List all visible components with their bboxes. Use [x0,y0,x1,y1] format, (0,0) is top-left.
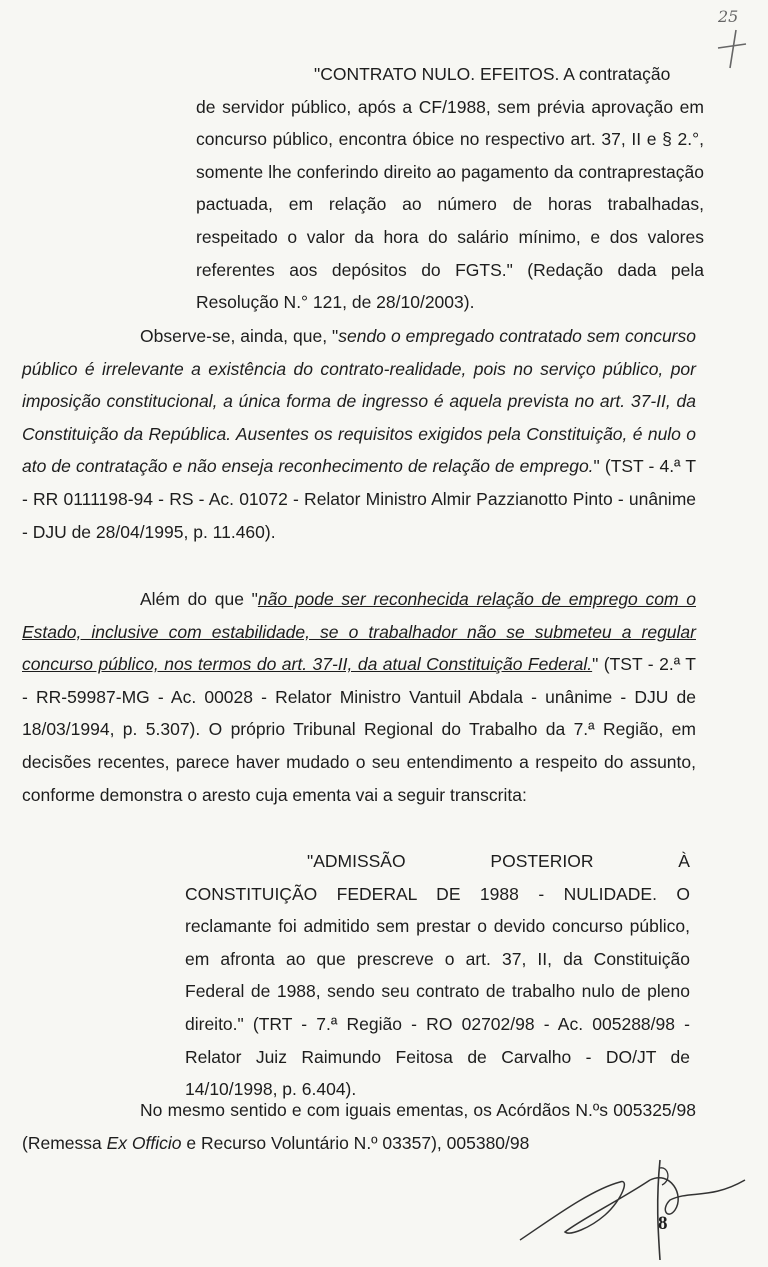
para2-reference: " (TST - 2.ª T - RR-59987-MG - Ac. 00028 - Relator Ministro Vantuil Abdala - unânime - DJU de 18/03/1994, p. 5.307). O próprio Tribunal Regional do Trabalho da 7.ª Região, em decisões recentes, parece haver mudado o seu entendimento a respeito do assunto, conforme demonstra o aresto cuja ementa vai a seguir transcrita: [22,654,696,805]
paragraph-observe [22,320,696,548]
quoted-ementa-1 [196,58,704,319]
quote2-body: CONSTITUIÇÃO FEDERAL DE 1988 - NULIDADE. O reclamante foi admitido sem prestar o devido concurso público, em afronta ao que prescreve o art. 37, II, da Constituição Federal de 1988, sendo seu contrato de trabalho nulo de pleno direito." (TRT - 7.ª Região - RO 02702/98 - Ac. 005288/98 - Relator Juiz Raimundo Feitosa de Carvalho - DO/JT de 14/10/1998, p. 6.404). [185,883,690,1100]
para1-citation-italic: sendo o empregado contratado sem concurso público é irrelevante a existência do contrato-realidade, pois no serviço público, por imposição constitucional, a única forma de ingresso é aquela prevista no art. 37-II, da Constituição da República. Ausentes os requisitos exigidos pela Constituição, é nulo o ato de contratação e não enseja reconhecimento de relação de emprego. [22,326,696,477]
quoted-ementa-2 [185,845,690,1106]
page-number: 8 [658,1213,668,1234]
para3-italic: Ex Officio [106,1132,182,1153]
quote2-word-2: POSTERIOR [490,851,594,871]
quote2-first-line [185,845,690,878]
paragraph-alem [22,583,696,811]
corner-mark-number: 25 [718,7,739,26]
quote1-first-line: "CONTRATO NULO. EFEITOS. A contratação [314,64,671,84]
para3-lead: No mesmo sentido e com iguais ementas, os Acórdãos N.ºs 005325/98 (Remessa [22,1100,696,1153]
quote2-word-1: "ADMISSÃO [307,851,406,871]
para1-lead: Observe-se, ainda, que, " [140,326,339,346]
handwritten-page-mark [696,2,756,82]
para3-tail: e Recurso Voluntário N.º 03357), 005380/98 [181,1132,530,1153]
para1-reference: " (TST - 4.ª T - RR 0111198-94 - RS - Ac. 01072 - Relator Ministro Almir Pazzianotto Pinto - unânime - DJU de 28/04/1995, p. 11.460). [22,456,697,542]
handwritten-signature [510,1140,760,1267]
quote2-word-3: À [678,851,690,871]
quote1-body: de servidor público, após a CF/1988, sem prévia aprovação em concurso público, encontra óbice no respectivo art. 37, II e § 2.°, somente lhe conferindo direito ao pagamento da contraprestação pactuada, em relação ao número de horas trabalhadas, respeitado o valor da hora do salário mínimo, e dos valores referentes aos depósitos do FGTS." (Redação dada pela Resolução N.° 121, de 28/10/2003). [196,96,704,313]
para2-citation-underlined: não pode ser reconhecida relação de emprego com o Estado, inclusive com estabilidade, se o trabalhador não se submeteu a regular concurso público, nos termos do art. 37-II, da atual Constituição Federal. [22,589,696,675]
para2-lead: Além do que " [140,589,258,609]
